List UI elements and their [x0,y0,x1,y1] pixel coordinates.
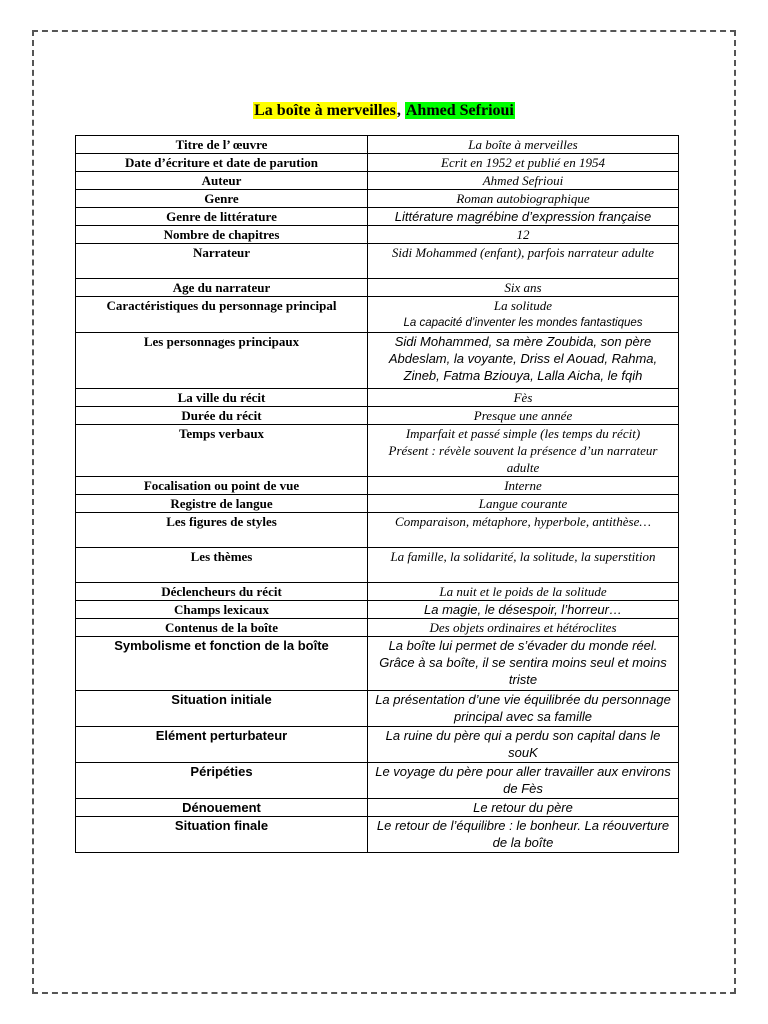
table-row [76,763,679,799]
table-row [76,548,679,583]
table-row [76,279,679,297]
row-label: Les figures de styles [76,513,368,548]
table-row [76,226,679,244]
table-row [76,136,679,154]
table-row [76,619,679,637]
table-row [76,190,679,208]
row-value: La nuit et le poids de la solitude [368,583,679,601]
row-label: Les thèmes [76,548,368,583]
row-value: Fès [368,389,679,407]
row-value: Six ans [368,279,679,297]
page-title [0,101,768,121]
row-value-line: La capacité d’inventer les mondes fantastiques [403,317,643,329]
row-label: Les personnages principaux [76,333,368,389]
row-value: Le voyage du père pour aller travailler aux environs de Fès [368,763,679,799]
row-label: Date d’écriture et date de parution [76,154,368,172]
row-label: Situation initiale [76,691,368,727]
table-row [76,425,679,477]
row-label: Focalisation ou point de vue [76,477,368,495]
table-row [76,477,679,495]
row-label: Contenus de la boîte [76,619,368,637]
row-label: Elément perturbateur [76,727,368,763]
row-value: Le retour du père [368,799,679,817]
row-label: Péripéties [76,763,368,799]
table-row [76,495,679,513]
row-label: La ville du récit [76,389,368,407]
table-row [76,389,679,407]
row-label: Symbolisme et fonction de la boîte [76,637,368,691]
book-title: La boîte à merveilles [254,102,396,119]
row-value: Roman autobiographique [368,190,679,208]
row-value [368,425,679,477]
row-label: Registre de langue [76,495,368,513]
row-value: Le retour de l’équilibre : le bonheur. La réouverture de la boîte [368,817,679,853]
row-label: Champs lexicaux [76,601,368,619]
row-value: La ruine du père qui a perdu son capital dans le souK [368,727,679,763]
table-row [76,817,679,853]
row-value: Sidi Mohammed, sa mère Zoubida, son père Abdeslam, la voyante, Driss el Aouad, Rahma, Zineb, Fatma Bziouya, Lalla Aicha, le fqih [368,333,679,389]
row-label: Narrateur [76,244,368,279]
table-row [76,601,679,619]
row-value: 12 [368,226,679,244]
row-value: La boîte à merveilles [368,136,679,154]
table-row [76,513,679,548]
row-label: Titre de l’ œuvre [76,136,368,154]
row-value: La magie, le désespoir, l’horreur… [368,601,679,619]
row-value: Presque une année [368,407,679,425]
row-value: Comparaison, métaphore, hyperbole, antithèse… [368,513,679,548]
row-label: Situation finale [76,817,368,853]
table-row [76,333,679,389]
row-value-line: La solitude [493,298,553,313]
row-label: Temps verbaux [76,425,368,477]
row-value-line: Présent : révèle souvent la présence d’un narrateur adulte [388,443,658,475]
row-label: Age du narrateur [76,279,368,297]
row-label: Genre de littérature [76,208,368,226]
row-value: Interne [368,477,679,495]
table-row [76,583,679,601]
row-label: Auteur [76,172,368,190]
table-row [76,208,679,226]
row-value: La famille, la solidarité, la solitude, la superstition [368,548,679,583]
row-value: Littérature magrébine d’expression française [368,208,679,226]
row-value: Des objets ordinaires et hétéroclites [368,619,679,637]
row-value: Langue courante [368,495,679,513]
table-row [76,637,679,691]
table-row [76,799,679,817]
row-label: Durée du récit [76,407,368,425]
row-label: Dénouement [76,799,368,817]
title-separator: , [396,102,401,119]
row-value [368,297,679,333]
author-name: Ahmed Sefrioui [405,102,514,119]
row-label: Genre [76,190,368,208]
table-row [76,297,679,333]
table-row [76,691,679,727]
table-row [76,154,679,172]
row-label: Déclencheurs du récit [76,583,368,601]
row-value: Sidi Mohammed (enfant), parfois narrateur adulte [368,244,679,279]
info-table [75,135,679,853]
row-value: Ecrit en 1952 et publié en 1954 [368,154,679,172]
row-label: Nombre de chapitres [76,226,368,244]
table-row [76,407,679,425]
table-row [76,244,679,279]
table-row [76,172,679,190]
row-value: Ahmed Sefrioui [368,172,679,190]
row-value-line: Imparfait et passé simple (les temps du récit) [405,426,641,441]
table-row [76,727,679,763]
row-value: La présentation d’une vie équilibrée du personnage principal avec sa famille [368,691,679,727]
row-value: La boîte lui permet de s’évader du monde réel. Grâce à sa boîte, il se sentira moins seul et moins triste [368,637,679,691]
row-label: Caractéristiques du personnage principal [76,297,368,333]
